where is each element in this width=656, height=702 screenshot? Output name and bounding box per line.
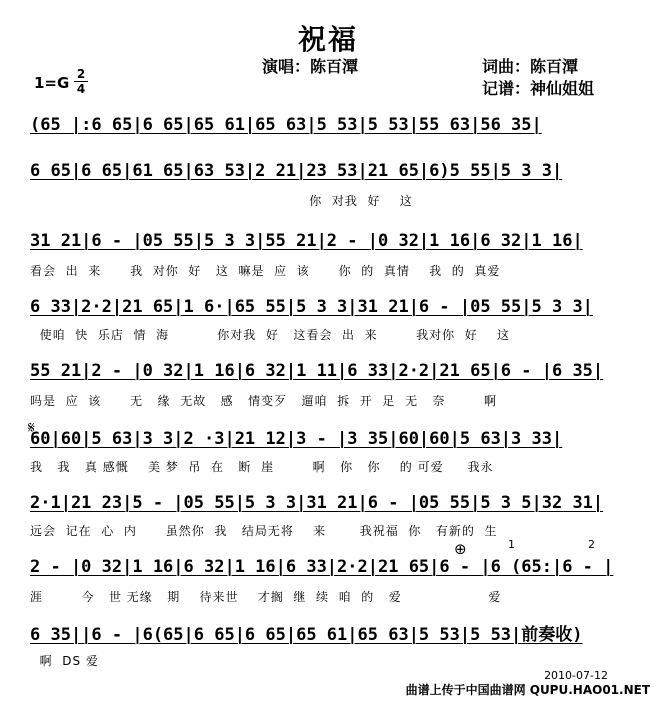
source-credit: 曲谱上传于中国曲谱网 QUPU.HAO01.NET xyxy=(405,683,650,697)
notation-line-4: 6 33|2·2|21 65|1 6·|65 55|5 3 3|31 21|6 - |05 55|5 3 3| xyxy=(30,297,593,317)
lyric-line-2: 你 对我 好 这 xyxy=(30,194,413,208)
score-system-3 xyxy=(30,230,638,260)
transcriber-credit: 记谱：神仙姐姐 xyxy=(482,79,595,98)
lyric-line-7: 远会 记在 心 内 虽然你 我 结局无将 来 我祝福 你 有新的 生 xyxy=(30,524,498,538)
score-system-8 xyxy=(30,556,638,586)
notation-line-3: 31 21|6 - |05 55|5 3 3|55 21|2 - |0 32|1 16|6 32|1 16| xyxy=(30,231,583,251)
lyric-line-4: 使咱 快 乐店 情 海 你对我 好 这看会 出 来 我对你 好 这 xyxy=(30,328,511,342)
notation-line-7: 2·1|21 23|5 - |05 55|5 3 3|31 21|6 - |05 55|5 3 5|32 31| xyxy=(30,493,604,513)
notation-line-9: 6 35||6 - |6(65|6 65|6 65|65 61|65 63|5 53|5 53|前奏收) xyxy=(30,625,583,645)
notation-line-6: 60|60|5 63|3 3|2 ·3|21 12|3 - |3 35|60|60|5 63|3 33| xyxy=(30,429,563,449)
time-signature xyxy=(74,68,88,95)
score-system-1 xyxy=(30,114,638,144)
notation-line-8: 2 - |0 32|1 16|6 32|1 16|6 33|2·2|21 65|6 - |6 (65:|6 - | xyxy=(30,557,614,577)
volta-2-marker: 2 xyxy=(588,538,595,551)
upload-date: 2010-07-12 xyxy=(544,669,608,682)
coda-icon: ⊕ xyxy=(454,540,467,558)
score-system-2 xyxy=(30,160,638,190)
singer-credit: 演唱：陈百潭 xyxy=(262,57,359,76)
segno-icon: 𝄋 xyxy=(28,418,35,437)
composer-credit: 词曲：陈百潭 xyxy=(482,57,579,76)
score-system-9 xyxy=(30,624,638,654)
lyric-line-5: 吗是 应 该 无 缘 无故 感 情变歹 遛咱 拆 开 足 无 奈 啊 xyxy=(30,394,498,408)
key-signature: 1=G xyxy=(34,74,70,92)
volta-1-marker: 1 xyxy=(508,538,515,551)
lyric-line-6: 我 我 真 感慨 美 梦 吊 在 断 崖 啊 你 你 的 可爱 我永 xyxy=(30,460,494,474)
notation-line-5: 55 21|2 - |0 32|1 16|6 32|1 11|6 33|2·2|21 65|6 - |6 35| xyxy=(30,361,604,381)
time-signature-top: 2 xyxy=(76,67,86,81)
score-system-4 xyxy=(30,296,638,326)
score-system-7 xyxy=(30,492,638,522)
lyric-line-8: 涯 今 世 无缘 期 待来世 才搁 继 续 咱 的 爱 爱 xyxy=(30,590,502,604)
score-system-6 xyxy=(30,428,638,458)
score-system-5 xyxy=(30,360,638,390)
notation-line-2: 6 65|6 65|61 65|63 53|2 21|23 53|21 65|6)5 55|5 3 3| xyxy=(30,161,563,181)
lyric-line-9: 啊 DS 爱 xyxy=(30,654,99,668)
song-title: 祝福 xyxy=(297,23,358,56)
notation-line-1: (65 |:6 65|6 65|65 61|65 63|5 53|5 53|55 63|56 35| xyxy=(30,115,542,135)
lyric-line-3: 看会 出 来 我 对你 好 这 嘛是 应 该 你 的 真情 我 的 真爱 xyxy=(30,264,501,278)
time-signature-bottom: 4 xyxy=(76,82,86,96)
